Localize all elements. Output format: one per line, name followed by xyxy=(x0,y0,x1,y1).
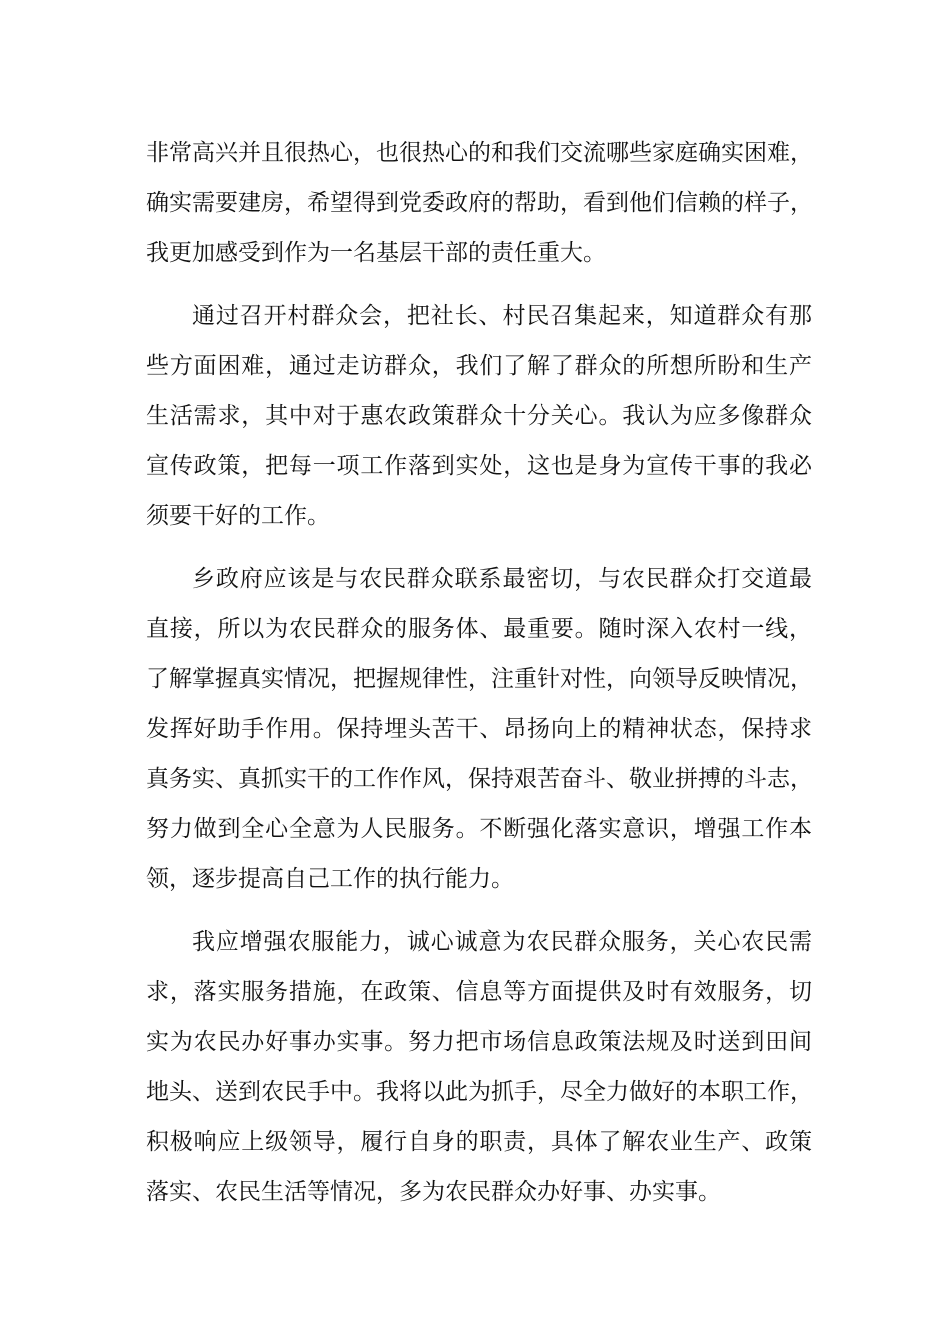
paragraph-gap xyxy=(146,541,812,554)
text-line: 领，逐步提高自己工作的执行能力。 xyxy=(146,866,514,892)
text-line: 我更加感受到作为一名基层干部的责任重大。 xyxy=(146,240,606,266)
text-line: 些方面困难，通过走访群众，我们了解了群众的所想所盼和生产 xyxy=(146,353,812,379)
paragraph-2 xyxy=(146,291,812,541)
text-line: 宣传政策，把每一项工作落到实处，这也是身为宣传干事的我必 xyxy=(146,453,812,479)
text-line: 了解掌握真实情况，把握规律性，注重针对性，向领导反映情况， xyxy=(146,666,813,692)
paragraph-1 xyxy=(146,128,812,278)
text-line: 求，落实服务措施，在政策、信息等方面提供及时有效服务，切 xyxy=(146,979,812,1005)
text-line: 真务实、真抓实干的工作作风，保持艰苦奋斗、敬业拼搏的斗志， xyxy=(146,766,813,792)
text-line: 落实、农民生活等情况，多为农民群众办好事、办实事。 xyxy=(146,1179,721,1205)
text-line: 实为农民办好事办实事。努力把市场信息政策法规及时送到田间 xyxy=(146,1029,812,1055)
text-line: 我应增强农服能力，诚心诚意为农民群众服务，关心农民需 xyxy=(192,929,812,955)
text-line: 发挥好助手作用。保持埋头苦干、昂扬向上的精神状态，保持求 xyxy=(146,716,812,742)
paragraph-3 xyxy=(146,554,812,904)
text-line: 乡政府应该是与农民群众联系最密切，与农民群众打交道最 xyxy=(192,566,812,592)
text-line: 确实需要建房，希望得到党委政府的帮助，看到他们信赖的样子， xyxy=(146,190,813,216)
text-line: 生活需求，其中对于惠农政策群众十分关心。我认为应多像群众 xyxy=(146,403,812,429)
document-body xyxy=(146,128,812,1217)
text-line: 积极响应上级领导，履行自身的职责，具体了解农业生产、政策 xyxy=(146,1129,812,1155)
paragraph-4 xyxy=(146,917,812,1217)
paragraph-gap xyxy=(146,278,812,291)
text-line: 非常高兴并且很热心，也很热心的和我们交流哪些家庭确实困难， xyxy=(146,140,813,166)
text-line: 地头、送到农民手中。我将以此为抓手，尽全力做好的本职工作， xyxy=(146,1079,813,1105)
text-line: 直接，所以为农民群众的服务体、最重要。随时深入农村一线， xyxy=(146,616,812,642)
text-line: 须要干好的工作。 xyxy=(146,503,330,529)
text-line: 通过召开村群众会，把社长、村民召集起来，知道群众有那 xyxy=(192,303,812,329)
text-line: 努力做到全心全意为人民服务。不断强化落实意识，增强工作本 xyxy=(146,816,812,842)
paragraph-gap xyxy=(146,904,812,917)
